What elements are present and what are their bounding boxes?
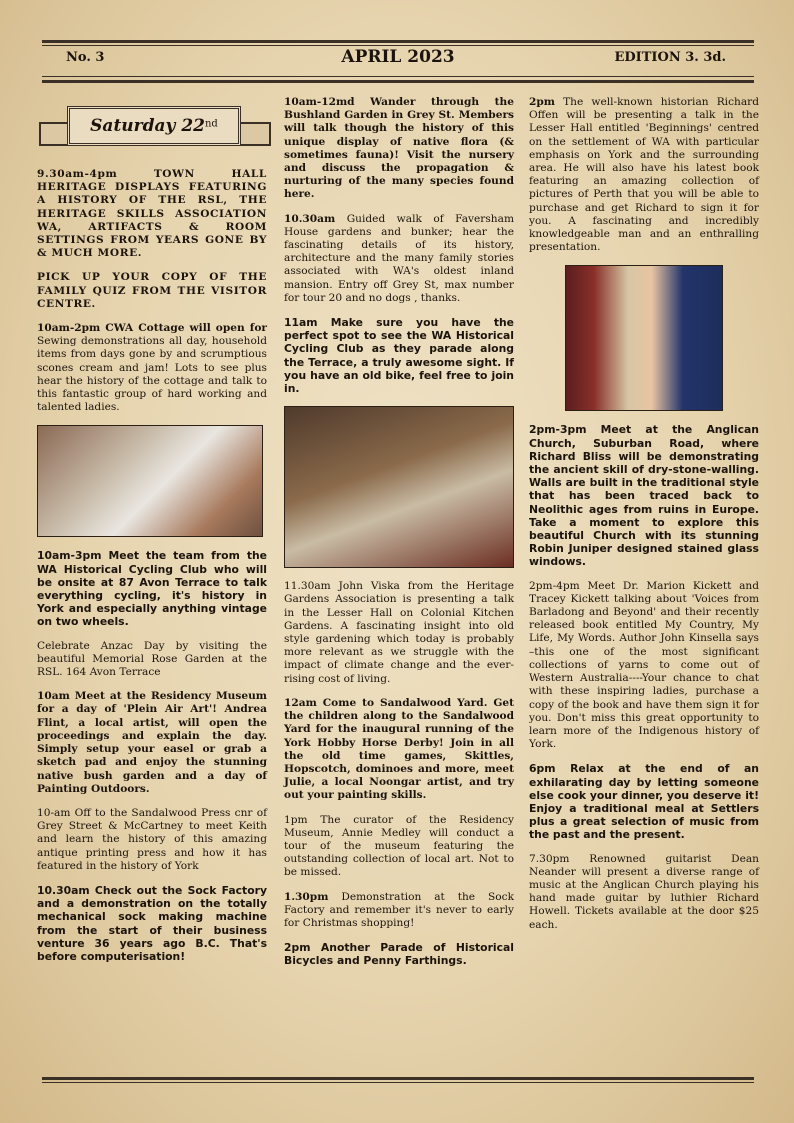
faversham-walk-event: [284, 213, 514, 305]
kitchen-gardens-talk: 11.30am John Viska from the Heritage Gardens Association is presenting a talk in the Lesser Hall on Colonial Kitchen Gardens. A fascinating insight into old style gardening which today is probably more relevant as we struggle with the impact of climate change and the ever-rising cost of living.: [284, 580, 514, 685]
top-rule: [42, 40, 754, 43]
historian-portrait: [565, 265, 723, 411]
offen-talk-event: [529, 96, 759, 254]
masthead-rule: [42, 80, 754, 83]
sandalwood-press-event: 10-am Off to the Sandalwood Press cnr of Grey Street & McCartney to meet Keith and learn the history of this amazing antique printing press and how it has featured in the history of York: [37, 806, 267, 872]
cwa-cottage-body: Sewing demonstrations all day, household items from days gone by and scrumptious scones cream and jam! Lots to see plus hear the history of the cottage and talk to this fantastic group of hard working and talented ladies.: [37, 335, 267, 414]
issue-number: No. 3: [66, 50, 105, 65]
anzac-day-event: Celebrate Anzac Day by visiting the beautiful Memorial Rose Garden at the RSL. 164 Avon Terrace: [37, 639, 267, 679]
faversham-body: Guided walk of Faversham House gardens and bunker; hear the fascinating details of its history, architecture and the many family stories associated with WA's oldest inland mansion. Entry off Grey St, max number for tour 20 and no dogs , thanks.: [284, 212, 514, 304]
bicycle-parade-event: 2pm Another Parade of Historical Bicycles and Penny Farthings.: [284, 941, 514, 968]
cwa-cottage-lead: 10am-2pm CWA Cottage will open for: [37, 322, 267, 335]
date-banner: [37, 100, 267, 158]
masthead-rule-thin: [42, 76, 754, 77]
settlers-dinner-event: 6pm Relax at the end of an exhilarating day by letting someone else cook your dinner, you deserve it! Enjoy a traditional meal at Settlers plus a great selection of music from the past and the present.: [529, 762, 759, 842]
offen-time: 2pm: [529, 96, 555, 108]
bottom-rule-thin: [42, 1082, 754, 1083]
sock-demo-body: Demonstration at the Sock Factory and remember it's never to early for Christmas shopping!: [284, 890, 514, 929]
masthead: [42, 47, 754, 76]
hobby-horse-event: 12am Come to Sandalwood Yard. Get the children along to the Sandalwood Yard for the inaugural running of the York Hobby Horse Derby! Join in all the old time games, Skittles, Hopscotch, dominoes and more, meet Julie, a local Noongar artist, and try out your painting skills.: [284, 696, 514, 802]
banner-day: Saturday 22: [90, 116, 205, 136]
cycling-club-event: 10am-3pm Meet the team from the WA Historical Cycling Club who will be onsite at 87 Avon Terrace to talk everything cycling, it's history in York and especially anything vintage on two wheels.: [37, 549, 267, 629]
edition-label: EDITION 3. 3d.: [614, 50, 726, 65]
sock-demo-event: [284, 891, 514, 931]
sock-factory-event: 10.30am Check out the Sock Factory and a demonstration on the totally mechanical sock making machine from the start of their business venture 36 years ago B.C. That's before computerisation!: [37, 883, 267, 963]
sock-demo-time: 1.30pm: [284, 890, 329, 903]
column-2: [284, 96, 514, 979]
family-quiz-notice: PICK UP YOUR COPY OF THE FAMILY QUIZ FROM THE VISITOR CENTRE.: [37, 271, 267, 310]
town-hall-notice: 9.30am-4pm TOWN HALL HERITAGE DISPLAYS FEATURING A HISTORY OF THE RSL, THE HERITAGE SKILLS ASSOCIATION WA, ARTIFACTS & ROOM SETTINGS FROM YEARS GONE BY & MUCH MORE.: [37, 168, 267, 260]
faversham-time: 10.30am: [284, 212, 336, 225]
column-1: [37, 96, 267, 974]
bushland-garden-event: 10am-12md Wander through the Bushland Garden in Grey St. Members will talk though the history of this unique display of native flora (& sometimes fauna)! Visit the nursery and discuss the propagation & nurturing of the many species found here.: [284, 96, 514, 201]
kickett-talk-event: 2pm-4pm Meet Dr. Marion Kickett and Tracey Kickett talking about 'Voices from Barladong and Beyond' and their recently released book entitled My Country, My Life, My Words. Author John Kinsella says –this one of the most significant collections of yarns to come out of Western Australia----Your chance to chat with these inspiring ladies, purchase a copy of the book and have them sign it for you. Don't miss this great opportunity to learn more of the Indigenous history of York.: [529, 579, 759, 751]
issue-date: APRIL 2023: [341, 47, 455, 67]
sewing-photo: [37, 425, 263, 537]
banner-day-suffix: nd: [204, 118, 218, 130]
dry-stone-walling-event: 2pm-3pm Meet at the Anglican Church, Suburban Road, where Richard Bliss will be demonstrating the ancient skill of dry-stone-walling. Walls are built in the traditional style that has been traced back to Neolithic ages from ruins in Europe. Take a moment to explore this beautiful Church with its stunning Robin Juniper designed stained glass windows.: [529, 423, 759, 569]
cwa-cottage-event: [37, 322, 267, 414]
plein-air-event: 10am Meet at the Residency Museum for a day of 'Plein Air Art'! Andrea Flint, a local artist, will open the proceedings and explain the day. Simply setup your easel or grab a sketch pad and enjoy the stunning native bush garden and a day of Painting Outdoors.: [37, 690, 267, 795]
bicycle-photo: [284, 406, 514, 568]
column-3: [529, 96, 759, 943]
residency-tour-event: 1pm The curator of the Residency Museum, Annie Medley will conduct a tour of the museum featuring the outstanding collection of local art. Not to be missed.: [284, 813, 514, 879]
bottom-rule: [42, 1077, 754, 1080]
guitarist-event: 7.30pm Renowned guitarist Dean Neander will present a diverse range of music at the Anglican Church playing his hand made guitar by luthier Richard Howell. Tickets available at the door $25 each.: [529, 852, 759, 931]
cycling-parade-event: 11am Make sure you have the perfect spot to see the WA Historical Cycling Club as they parade along the Terrace, a truly awesome sight. If you have an old bike, feel free to join in.: [284, 316, 514, 396]
top-rule-thin: [42, 45, 754, 46]
offen-body: The well-known historian Richard Offen will be presenting a talk in the Lesser Hall entitled 'Beginnings' centred on the settlement of WA with particular emphasis on York and the surrounding area. He will also have his latest book featuring an amazing collection of pictures of Perth that you will be able to purchase and get Richard to sign it for you. A fascinating and incredibly knowledgeable man and an enthralling presentation.: [529, 96, 759, 254]
